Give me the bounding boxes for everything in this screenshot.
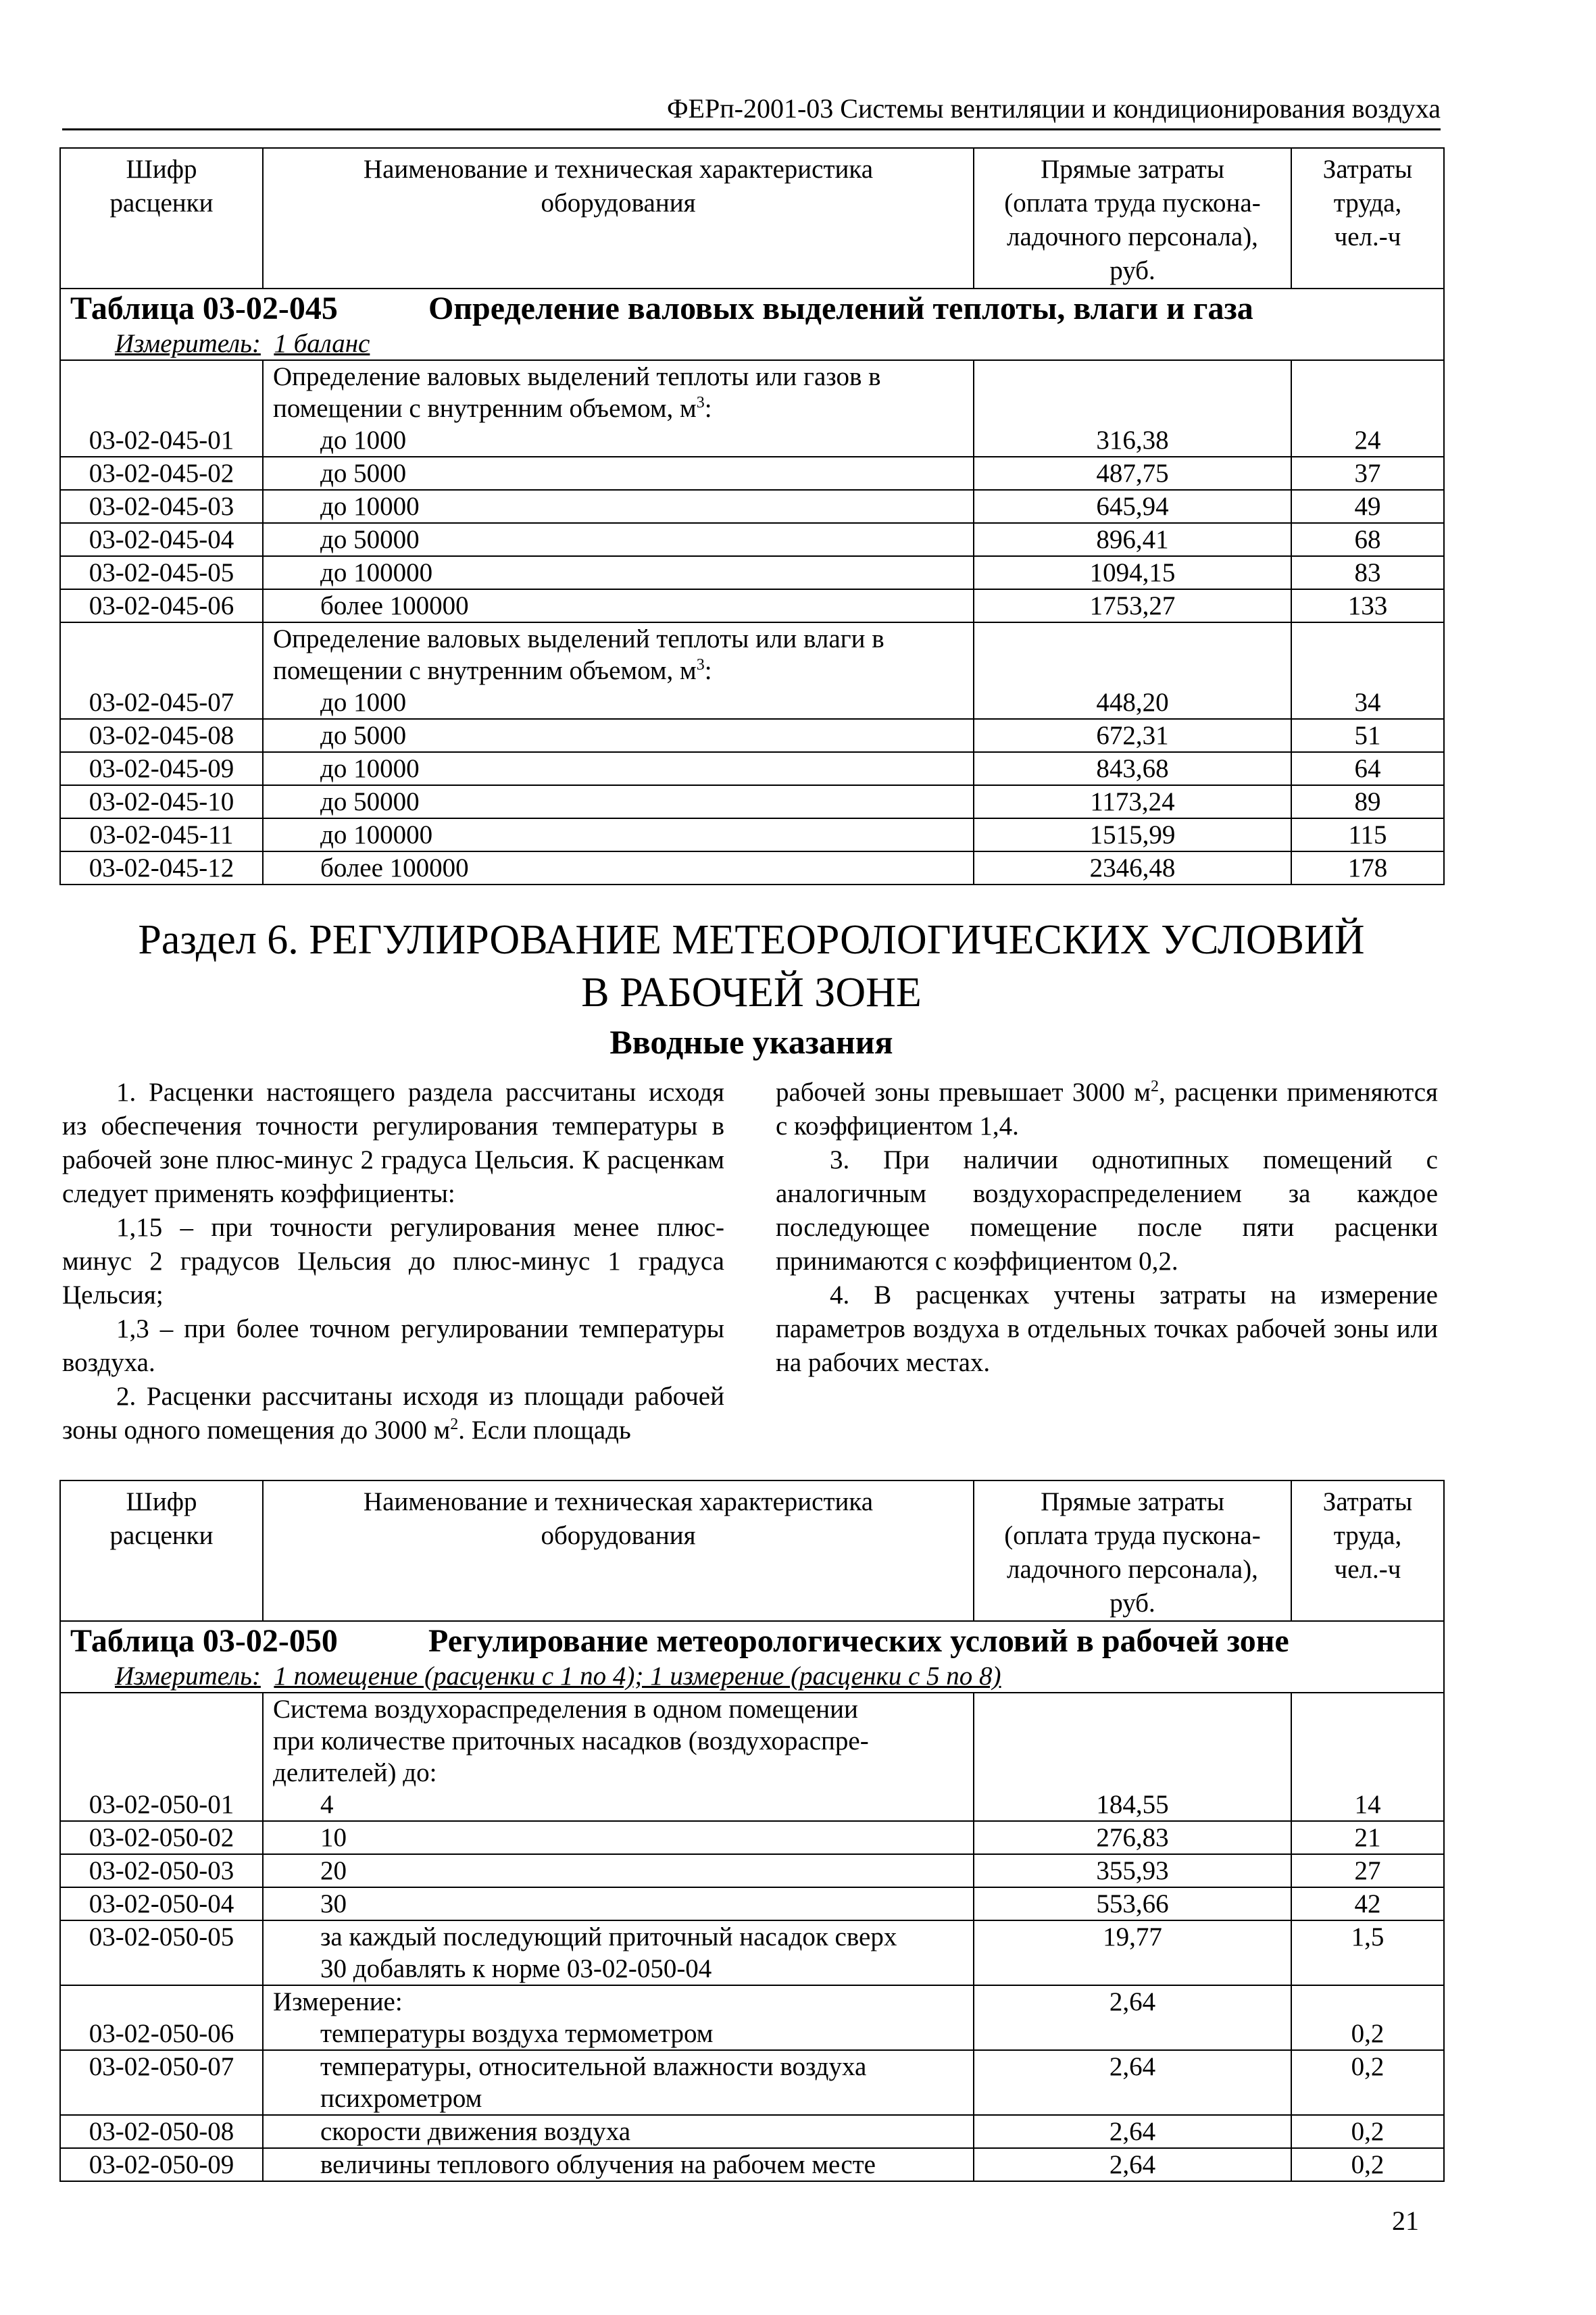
group-heading: Определение валовых выделений теплоты или влаги в помещении с внутренним объемом, $м^3$: bbox=[263, 622, 974, 687]
paragraph: 2. Расценки рассчитаны исходя из площади рабочей зоны одного помещения до 3000 $м^2$. Если площадь bbox=[62, 1382, 724, 1445]
table-title: Таблица 03-02-050 Регулирование метеорологических условий в рабочей зоне bbox=[70, 1623, 1289, 1659]
table-row: 03-02-050-02 10 276,83 21 bbox=[60, 1821, 1444, 1854]
table-row: 03-02-045-09 до 10000 843,68 64 bbox=[60, 752, 1444, 785]
table-row: 03-02-045-04 до 50000 896,41 68 bbox=[60, 523, 1444, 556]
paragraph: 1,3 – при более точном регулировании температуры воздуха. bbox=[62, 1314, 724, 1377]
rates-table-03-02-050 bbox=[59, 1480, 1445, 2182]
group-heading-row bbox=[60, 360, 1444, 424]
group-heading-row: 03-02-045-07 Определение валовых выделений теплоты или влаги в помещении с внутренним объемом, $м^3$: bbox=[60, 622, 1444, 687]
running-head: ФЕРп-2001-03 Системы вентиляции и кондиционирования воздуха bbox=[62, 92, 1441, 130]
table-header-row bbox=[60, 148, 1444, 289]
table-row: 03-02-050-05 за каждый последующий приточный насадок сверх 30 добавлять к норме 03-02-050-04 19,77 1,5 bbox=[60, 1920, 1444, 1985]
paragraph: 1,15 – при точности регулирования менее плюс-минус 2 градусов Цельсия до плюс-минус 1 градуса Цельсия; bbox=[62, 1213, 724, 1310]
table-row: 03-02-045-05 до 100000 1094,15 83 bbox=[60, 556, 1444, 589]
meter-line: Измеритель: 1 баланс bbox=[115, 329, 370, 358]
intro-right-column bbox=[776, 1076, 1438, 1380]
table-row: до 1000 316,38 24 bbox=[60, 424, 1444, 457]
group-heading: Измерение: bbox=[263, 1985, 974, 2018]
paragraph: рабочей зоны превышает 3000 $м^2$, расценки применяются с коэффициентом 1,4. bbox=[776, 1078, 1438, 1141]
intro-heading: Вводные указания bbox=[609, 1023, 893, 1061]
table-row: 03-02-050-03 20 355,93 27 bbox=[60, 1854, 1444, 1887]
section-title: Раздел 6. РЕГУЛИРОВАНИЕ МЕТЕОРОЛОГИЧЕСКИХ УСЛОВИЙ В РАБОЧЕЙ ЗОНЕ bbox=[138, 917, 1365, 1016]
table-row: 03-02-050-09 величины теплового облучения на рабочем месте 2,64 0,2 bbox=[60, 2148, 1444, 2181]
group-heading: Определение валовых выделений теплоты или газов в помещении с внутренним объемом, $м^3$: bbox=[263, 360, 974, 424]
table-row: 03-02-045-10 до 50000 1173,24 89 bbox=[60, 785, 1444, 818]
table-row: 03-02-050-04 30 553,66 42 bbox=[60, 1887, 1444, 1920]
paragraph: 4. В расценках учтены затраты на измерение параметров воздуха в отдельных точках рабочей зоны или на рабочих местах. bbox=[776, 1280, 1438, 1377]
meter-line: Измеритель: 1 помещение (расценки с 1 по 4); 1 измерение (расценки с 5 по 8) bbox=[115, 1662, 1001, 1691]
table-title: Таблица 03-02-045 Определение валовых выделений теплоты, влаги и газа bbox=[70, 291, 1253, 326]
table-cell-labor: 24 bbox=[1291, 424, 1444, 457]
table-row: 03-02-045-03 до 10000 645,94 49 bbox=[60, 490, 1444, 523]
page-number: 21 bbox=[1392, 2206, 1419, 2236]
table-row: 03-02-045-12 более 100000 2346,48 178 bbox=[60, 851, 1444, 885]
table-title-row bbox=[60, 289, 1444, 360]
paragraph: 3. При наличии однотипных помещений с аналогичным воздухораспределением за каждое последующее помещение после пяти расценки принимаются с коэффициентом 0,2. bbox=[776, 1145, 1438, 1276]
header-direct-costs: Прямые затраты (оплата труда пускона- ладочного персонала), руб. bbox=[974, 148, 1291, 289]
intro-left-column bbox=[62, 1076, 724, 1447]
paragraph: 1. Расценки настоящего раздела рассчитаны исходя из обеспечения точности регулирования температуры в рабочей зоне плюс-минус 2 градуса Цельсия. К расценкам следует применять коэффициенты: bbox=[62, 1078, 724, 1208]
table-header-row: Шифр расценки Наименование и техническая характеристика оборудования Прямые затраты (оплата труда пускона- ладочного персонала), руб. Затраты труда, чел.-ч bbox=[60, 1480, 1444, 1621]
table-title-row bbox=[60, 1621, 1444, 1693]
table-row: 03-02-045-06 более 100000 1753,27 133 bbox=[60, 589, 1444, 622]
table-row: до 1000 448,20 34 bbox=[60, 687, 1444, 719]
rates-table-03-02-045 bbox=[59, 147, 1445, 885]
header-code: Шифр расценки bbox=[60, 148, 263, 289]
group-heading: Система воздухораспределения в одном помещении при количестве приточных насадков (воздухораспре- делителей) до: bbox=[263, 1693, 974, 1789]
table-row: 03-02-045-08 до 5000 672,31 51 bbox=[60, 719, 1444, 752]
table-row: 03-02-050-08 скорости движения воздуха 2,64 0,2 bbox=[60, 2115, 1444, 2148]
group-heading-row: 03-02-050-06 Измерение: 2,64 bbox=[60, 1985, 1444, 2018]
group-heading-row: 03-02-050-01 Система воздухораспределения в одном помещении при количестве приточных насадков (воздухораспре- делителей) до: bbox=[60, 1693, 1444, 1789]
table-row: 4 184,55 14 bbox=[60, 1789, 1444, 1821]
header-name: Наименование и техническая характеристика оборудования bbox=[263, 148, 974, 289]
table-cell-direct: 316,38 bbox=[974, 424, 1291, 457]
table-row: 03-02-050-07 температуры, относительной влажности воздуха психрометром 2,64 0,2 bbox=[60, 2050, 1444, 2115]
table-row: температуры воздуха термометром 0,2 bbox=[60, 2018, 1444, 2050]
table-cell-code: 03-02-045-01 bbox=[60, 360, 263, 457]
table-row: 03-02-045-02 до 5000 487,75 37 bbox=[60, 457, 1444, 490]
table-row: 03-02-045-11 до 100000 1515,99 115 bbox=[60, 818, 1444, 851]
header-labor-costs: Затраты труда, чел.-ч bbox=[1291, 148, 1444, 289]
